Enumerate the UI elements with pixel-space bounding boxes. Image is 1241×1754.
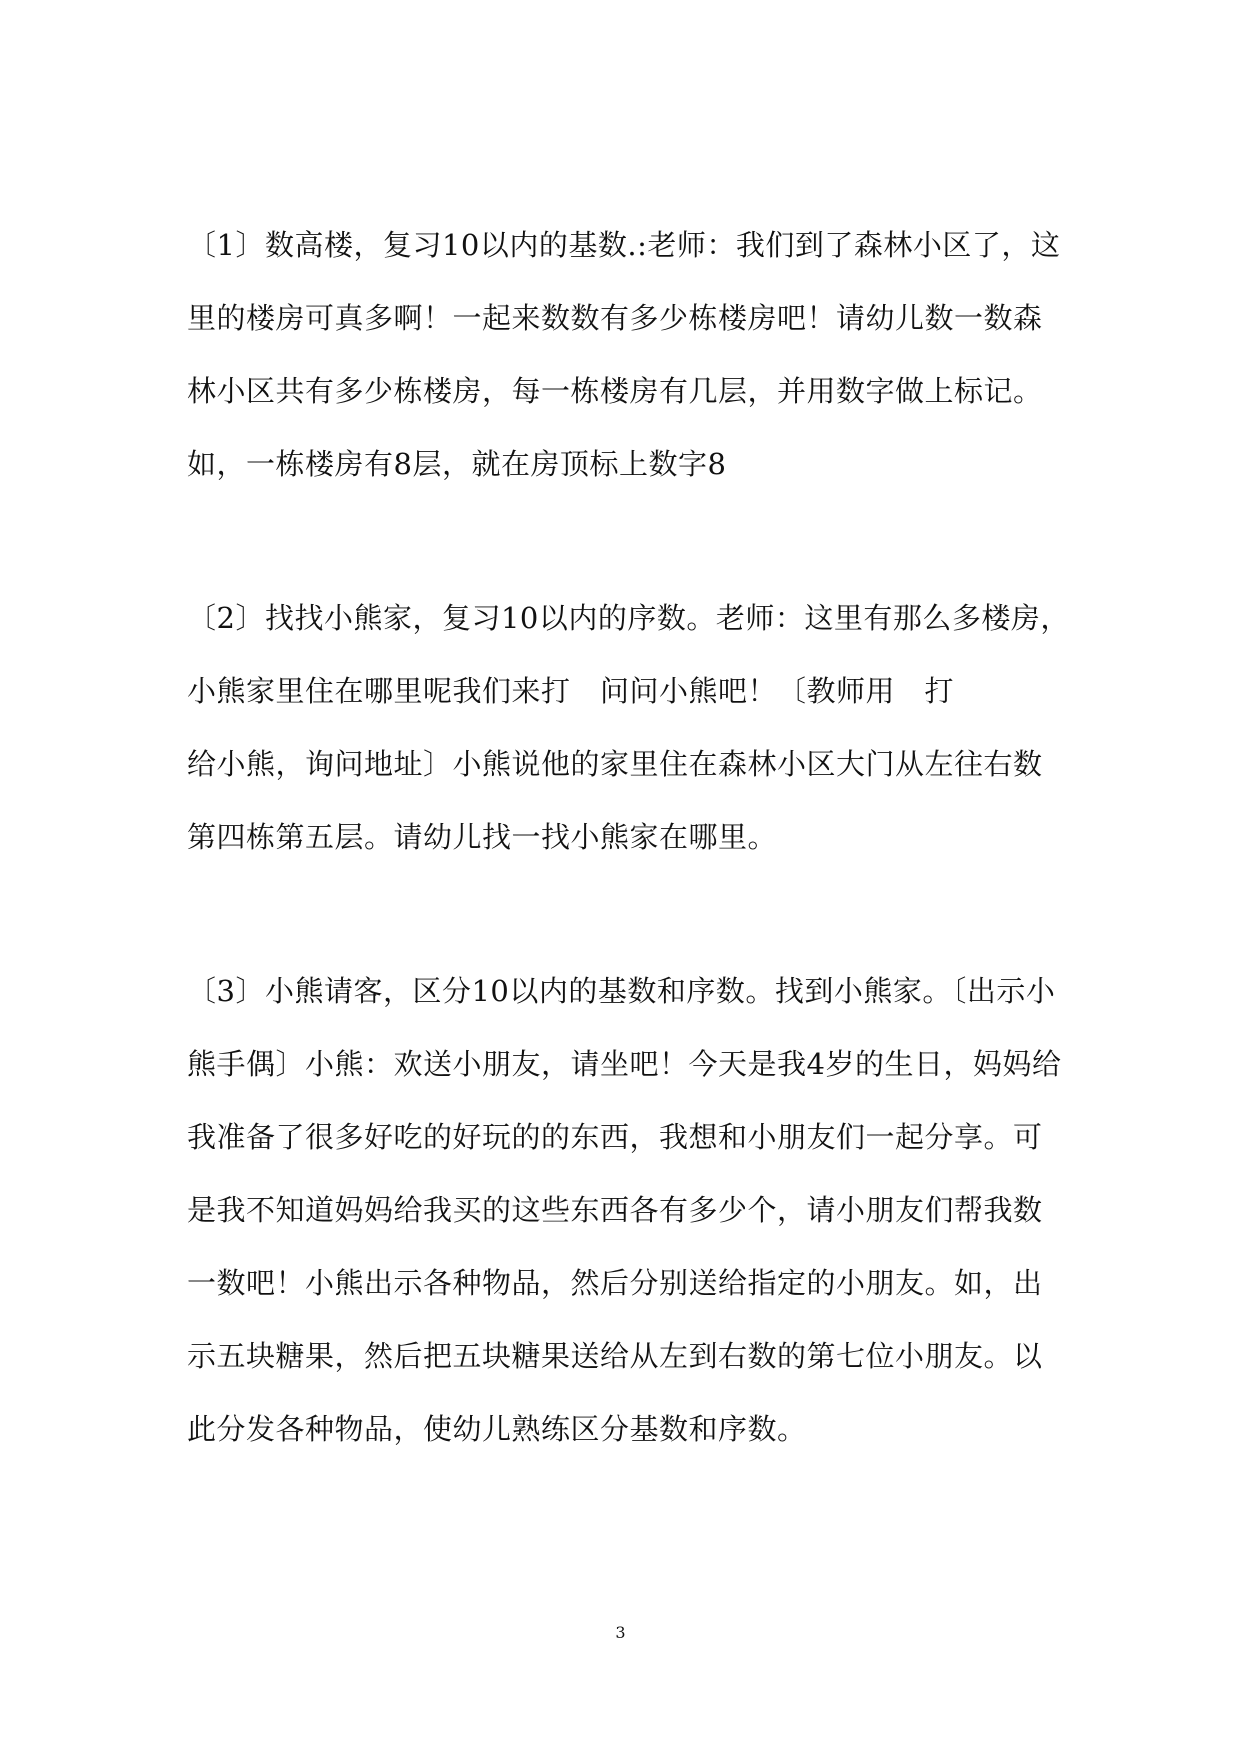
page-number: 3	[615, 1623, 626, 1642]
paragraph-3-line-1: 〔3〕小熊请客，区分10以内的基数和序数。找到小熊家。〔出示小	[187, 974, 1056, 1008]
paragraph-3-line-4: 是我不知道妈妈给我买的这些东西各有多少个，请小朋友们帮我数	[187, 1193, 1043, 1227]
paragraph-2-line-1: 〔2〕找找小熊家，复习10以内的序数。老师：这里有那么多楼房，	[187, 601, 1070, 635]
paragraph-3-line-7: 此分发各种物品，使幼儿熟练区分基数和序数。	[187, 1412, 807, 1446]
paragraph-2-line-2: 小熊家里住在哪里呢我们来打 问问小熊吧！〔教师用 打	[187, 674, 955, 708]
paragraph-3-line-2: 熊手偶〕小熊：欢送小朋友，请坐吧！今天是我4岁的生日，妈妈给	[187, 1047, 1062, 1081]
paragraph-1-line-2: 里的楼房可真多啊！一起来数数有多少栋楼房吧！请幼儿数一数森	[187, 301, 1043, 335]
paragraph-1-line-1: 〔1〕数高楼，复习10以内的基数.:老师：我们到了森林小区了，这	[187, 228, 1061, 262]
paragraph-2-line-3: 给小熊，询问地址〕小熊说他的家里住在森林小区大门从左往右数	[187, 747, 1043, 781]
paragraph-3-line-6: 示五块糖果，然后把五块糖果送给从左到右数的第七位小朋友。以	[187, 1339, 1043, 1373]
paragraph-2-line-4: 第四栋第五层。请幼儿找一找小熊家在哪里。	[187, 820, 778, 854]
paragraph-1-line-4: 如，一栋楼房有8层，就在房顶标上数字8	[187, 447, 727, 481]
paragraph-3-line-3: 我准备了很多好吃的好玩的的东西，我想和小朋友们一起分享。可	[187, 1120, 1043, 1154]
paragraph-3-line-5: 一数吧！小熊出示各种物品，然后分别送给指定的小朋友。如，出	[187, 1266, 1043, 1300]
paragraph-1-line-3: 林小区共有多少栋楼房，每一栋楼房有几层，并用数字做上标记。	[187, 374, 1043, 408]
